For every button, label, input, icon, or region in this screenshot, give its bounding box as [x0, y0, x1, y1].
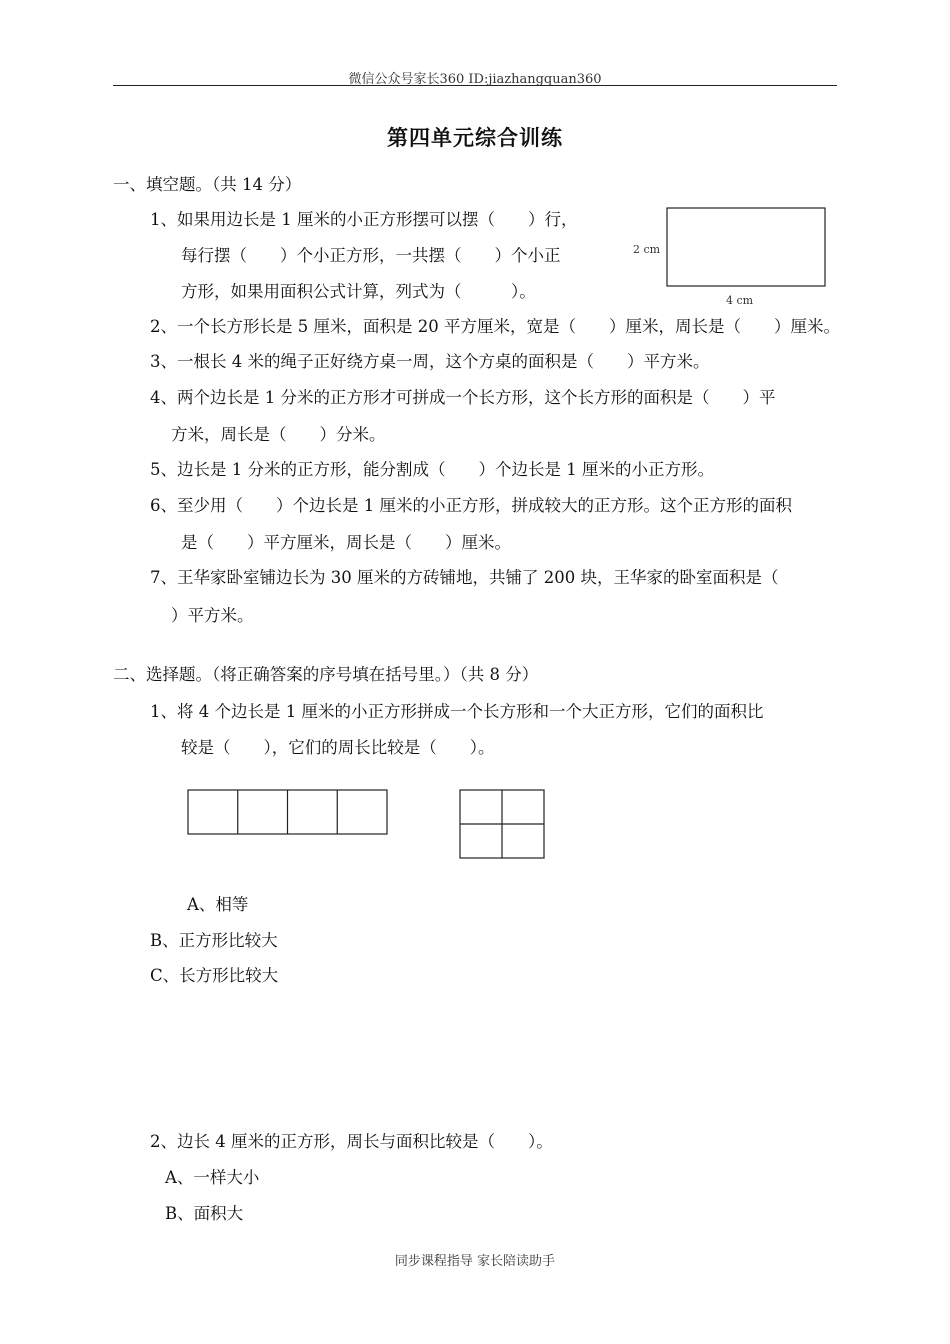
s1-q5: 5、边长是 1 分米的正方形，能分割成（ ）个边长是 1 厘米的小正方形。: [150, 460, 714, 479]
s2-q1-option-b: B、正方形比较大: [150, 931, 278, 950]
s2-q2-option-a: A、一样大小: [165, 1168, 260, 1187]
s1-q6-line2: 是（ ）平方厘米，周长是（ ）厘米。: [181, 533, 511, 552]
s1-q1-line3: 方形，如果用面积公式计算，列式为（ ）。: [181, 282, 536, 301]
page-title: 第四单元综合训练: [387, 125, 563, 150]
rectangle-figure: [620, 200, 840, 310]
two-by-two-square-figure: [458, 788, 548, 860]
s1-q3: 3、一根长 4 米的绳子正好绕方桌一周，这个方桌的面积是（ ）平方米。: [150, 352, 710, 371]
s1-q6-line1: 6、至少用（ ）个边长是 1 厘米的小正方形，拼成较大的正方形。这个正方形的面积: [150, 496, 792, 515]
s2-q2-option-b: B、面积大: [165, 1204, 244, 1223]
four-squares-row-figure: [186, 788, 390, 838]
s1-q2: 2、一个长方形长是 5 厘米，面积是 20 平方厘米，宽是（ ）厘米，周长是（ ）厘米。: [150, 317, 840, 336]
s1-q4-line2: 方米，周长是（ ）分米。: [171, 425, 386, 444]
s1-q4-line1: 4、两个边长是 1 分米的正方形才可拼成一个长方形，这个长方形的面积是（ ）平: [150, 388, 776, 407]
s2-q1-line1: 1、将 4 个边长是 1 厘米的小正方形拼成一个长方形和一个大正方形，它们的面积比: [150, 702, 764, 721]
s1-q1-line2: 每行摆（ ）个小正方形，一共摆（ ）个小正: [181, 246, 561, 265]
section1-heading: 一、填空题。（共 14 分）: [113, 175, 302, 194]
height-label: 2 cm: [633, 243, 661, 256]
page-footer: 同步课程指导 家长陪读助手: [394, 1254, 556, 1269]
s1-q7-line2: ）平方米。: [171, 606, 254, 625]
s2-q2: 2、边长 4 厘米的正方形，周长与面积比较是（ ）。: [150, 1132, 553, 1151]
width-label: 4 cm: [726, 294, 754, 307]
header-rule: [113, 85, 837, 86]
s2-q1-option-c: C、长方形比较大: [150, 966, 279, 985]
s2-q1-line2: 较是（ ），它们的周长比较是（ ）。: [181, 738, 495, 757]
page-header-watermark: 微信公众号家长360 ID:jiazhangquan360: [348, 72, 602, 87]
s1-q7-line1: 7、王华家卧室铺边长为 30 厘米的方砖铺地，共铺了 200 块，王华家的卧室面积是（: [150, 568, 779, 587]
s1-q1-line1: 1、如果用边长是 1 厘米的小正方形摆可以摆（ ）行，: [150, 210, 578, 229]
rectangle-shape: [667, 208, 825, 286]
s2-q1-option-a: A、相等: [187, 895, 249, 914]
section2-heading: 二、选择题。（将正确答案的序号填在括号里。）（共 8 分）: [113, 665, 539, 684]
